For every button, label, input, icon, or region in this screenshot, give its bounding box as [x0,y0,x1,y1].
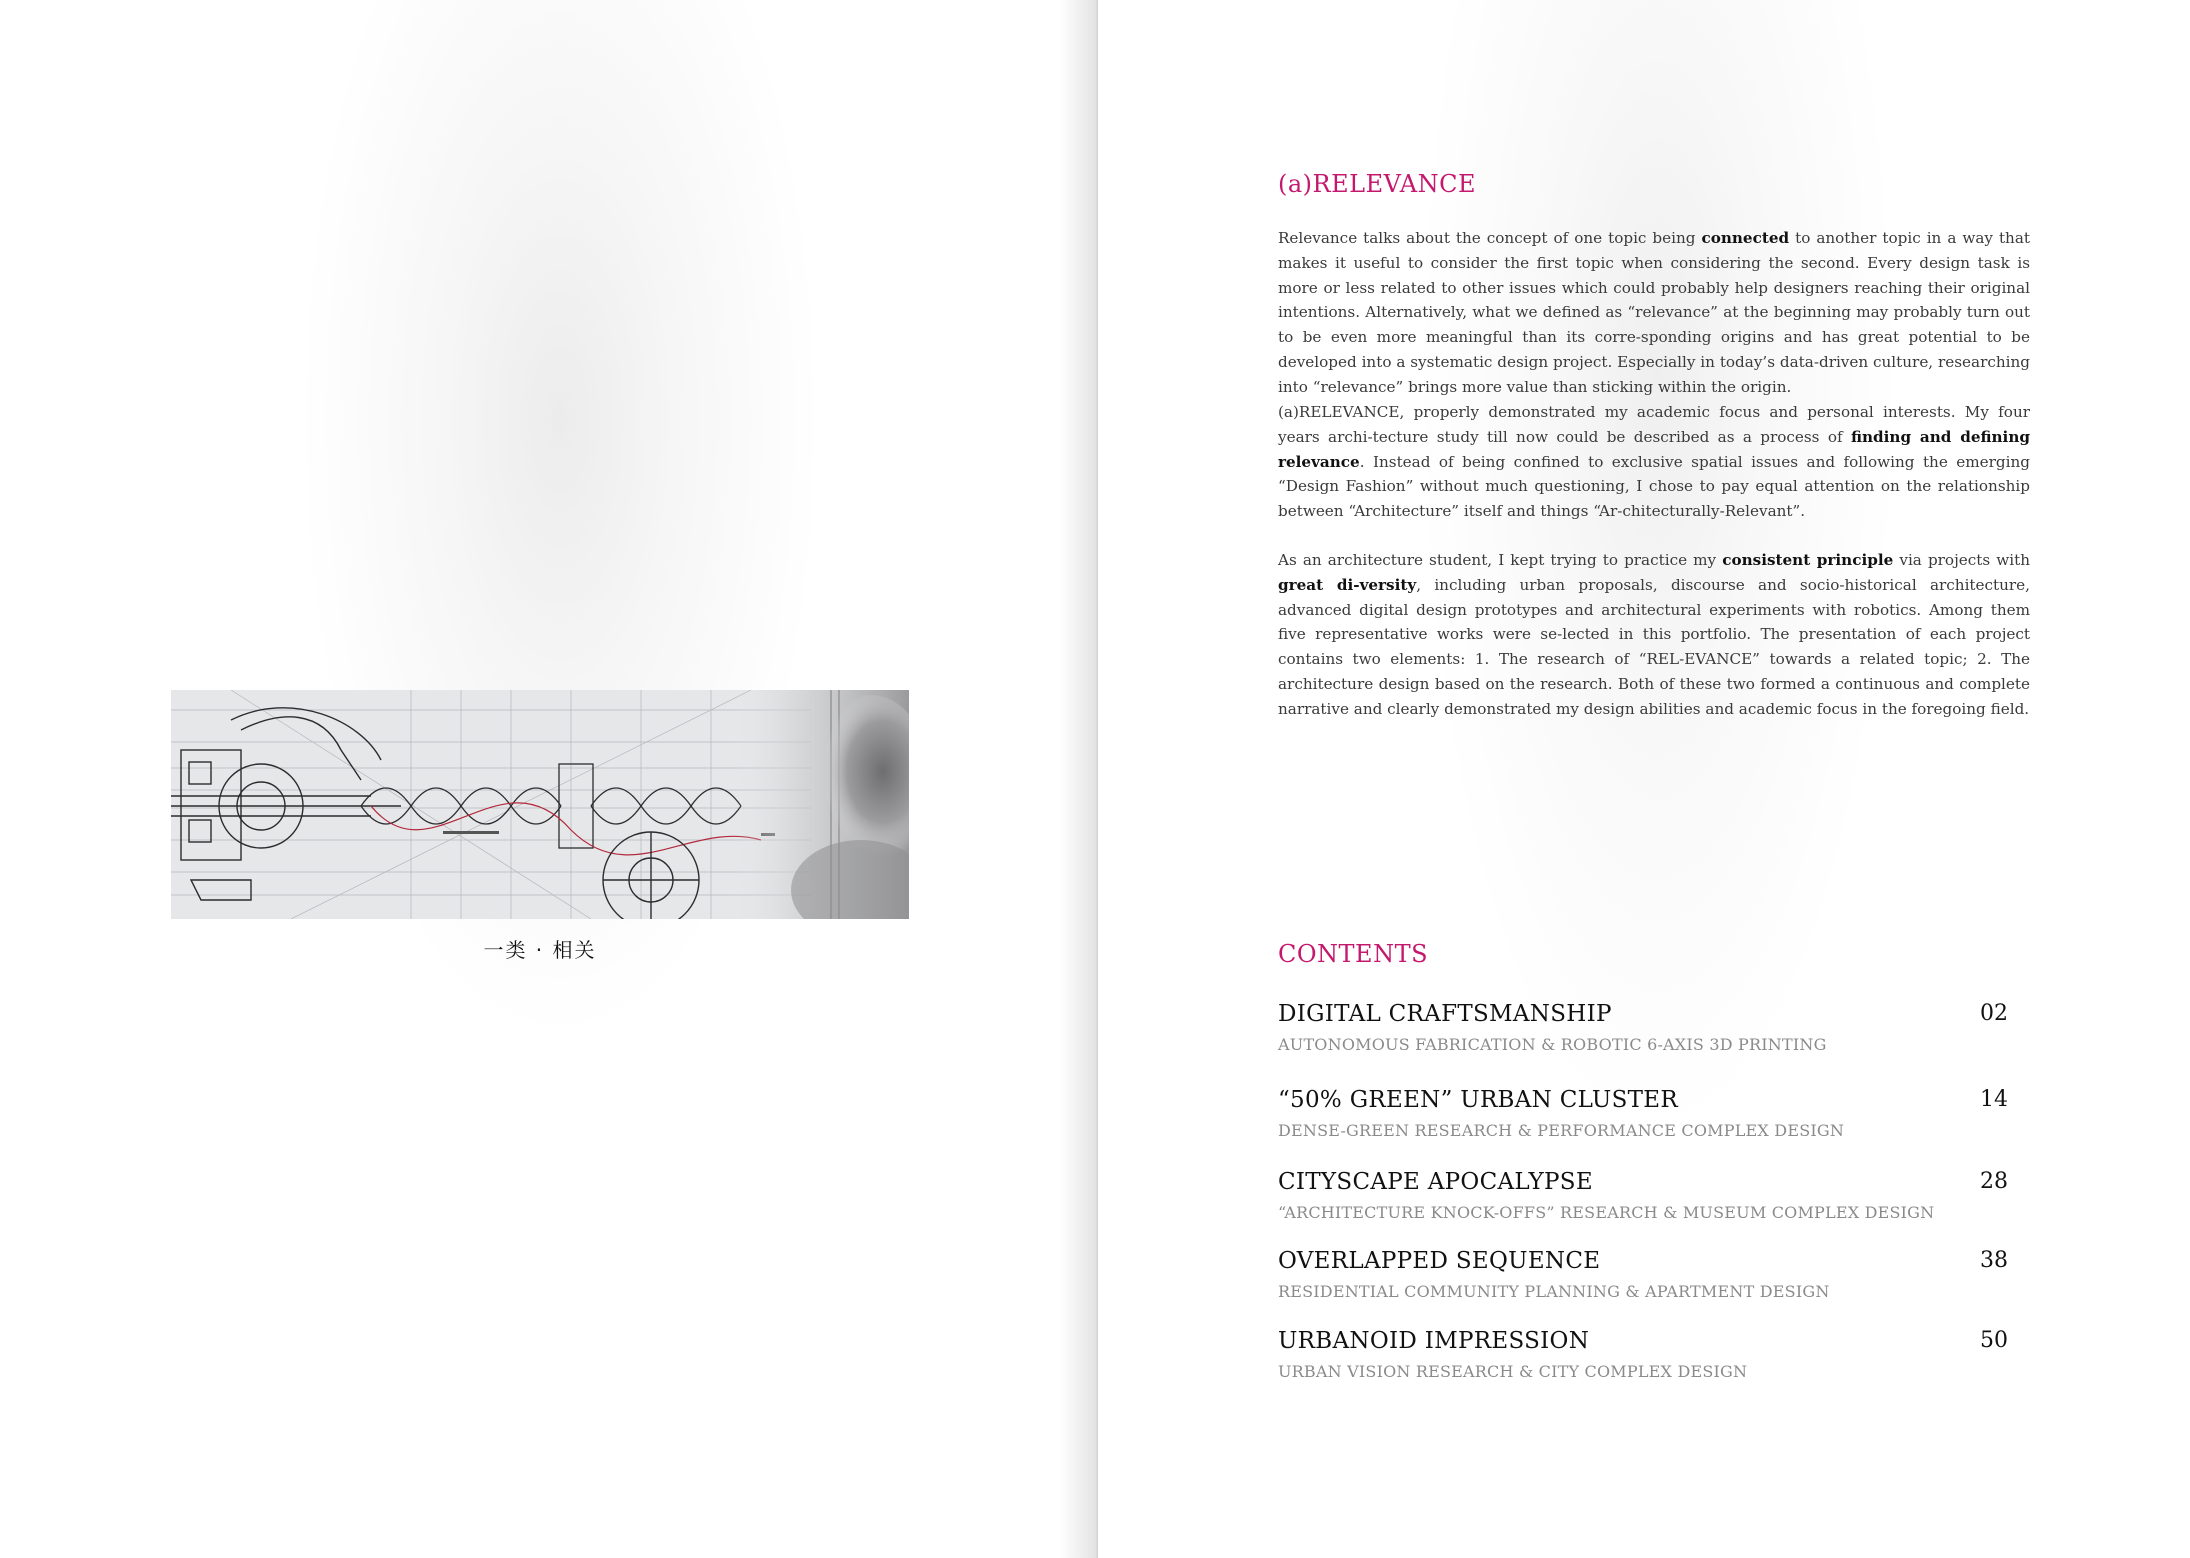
toc-page-number: 50 [1980,1328,2008,1353]
toc-entry-title: DIGITAL CRAFTSMANSHIP [1278,1001,1612,1027]
toc-entry[interactable] [1278,1248,2008,1308]
paragraph-text: Relevance talks about the concept of one topic being [1278,229,1702,247]
emphasis-text: finding and defining relevance [1278,427,2030,471]
toc-entry[interactable] [1278,1328,2008,1388]
image-caption: 一类 · 相关 [483,938,597,962]
toc-page-number: 28 [1980,1169,2008,1194]
relevance-paragraph-3 [1278,548,2030,722]
toc-entry-title: “50% GREEN” URBAN CLUSTER [1278,1087,1679,1113]
paragraph-text: to another topic in a way that makes it useful to consider the first topic when considering the second. Every design task is more or less related to other issues which could probably help designers reaching their original intentions. Alternatively, what we defined as “relevance” at the beginning may probably turn out to be even more meaningful than its corre-sponding origins and has great potential to be developed into a systematic design project. Especially in today’s data-driven culture, researching into “relevance” brings more value than sticking within the origin. [1278,229,2030,396]
relevance-heading: (a)RELEVANCE [1278,170,1476,198]
toc-entry-subtitle: DENSE-GREEN RESEARCH & PERFORMANCE COMPLEX DESIGN [1278,1121,1845,1140]
toc-entry[interactable] [1278,1169,2008,1229]
paragraph-text: (a)RELEVANCE, properly demonstrated my academic focus and personal interests. My four years archi-tecture study till now could be described as a process of [1278,403,2030,446]
toc-page-number: 14 [1980,1087,2008,1112]
emphasis-text: great di-versity [1278,575,1417,594]
toc-entry-subtitle: “ARCHITECTURE KNOCK-OFFS” RESEARCH & MUSEUM COMPLEX DESIGN [1278,1203,1935,1222]
contents-heading: CONTENTS [1278,940,1429,968]
paragraph-text: , including urban proposals, discourse and socio-historical architecture, advanced digital design prototypes and architectural experiments with robotics. Among them five representative works were se-lected in this portfolio. The presentation of each project contains two elements: 1. The research of “REL-EVANCE” towards a related topic; 2. The architecture design based on the research. Both of these two formed a continuous and complete narrative and clearly demonstrated my design abilities and academic focus in the foregoing field. [1278,575,2030,718]
toc-entry-subtitle: RESIDENTIAL COMMUNITY PLANNING & APARTMENT DESIGN [1278,1282,1830,1301]
toc-page-number: 02 [1980,1001,2008,1026]
toc-entry-title: OVERLAPPED SEQUENCE [1278,1248,1601,1274]
toc-entry[interactable] [1278,1001,2008,1061]
toc-entry[interactable] [1278,1087,2008,1147]
toc-entry-subtitle: AUTONOMOUS FABRICATION & ROBOTIC 6-AXIS 3D PRINTING [1278,1035,1827,1054]
paragraph-text: via projects with [1893,551,2030,569]
machine-drawing-image [171,690,909,919]
paragraph-text: . Instead of being confined to exclusive spatial issues and following the emerging “Design Fashion” without much questioning, I chose to pay equal attention on the relationship between “Architecture” itself and things “Ar-chitecturally-Relevant”. [1278,452,2030,521]
relevance-paragraph-2 [1278,400,2030,524]
toc-entry-subtitle: URBAN VISION RESEARCH & CITY COMPLEX DESIGN [1278,1362,1748,1381]
toc-entry-title: CITYSCAPE APOCALYPSE [1278,1169,1593,1195]
paragraph-text: As an architecture student, I kept trying to practice my [1278,551,1723,569]
emphasis-text: connected [1701,229,1790,247]
relevance-paragraph-1 [1278,226,2030,400]
toc-page-number: 38 [1980,1248,2008,1273]
toc-entry-title: URBANOID IMPRESSION [1278,1328,1590,1354]
mechanical-sketch [171,690,909,919]
emphasis-text: consistent principle [1722,551,1894,569]
